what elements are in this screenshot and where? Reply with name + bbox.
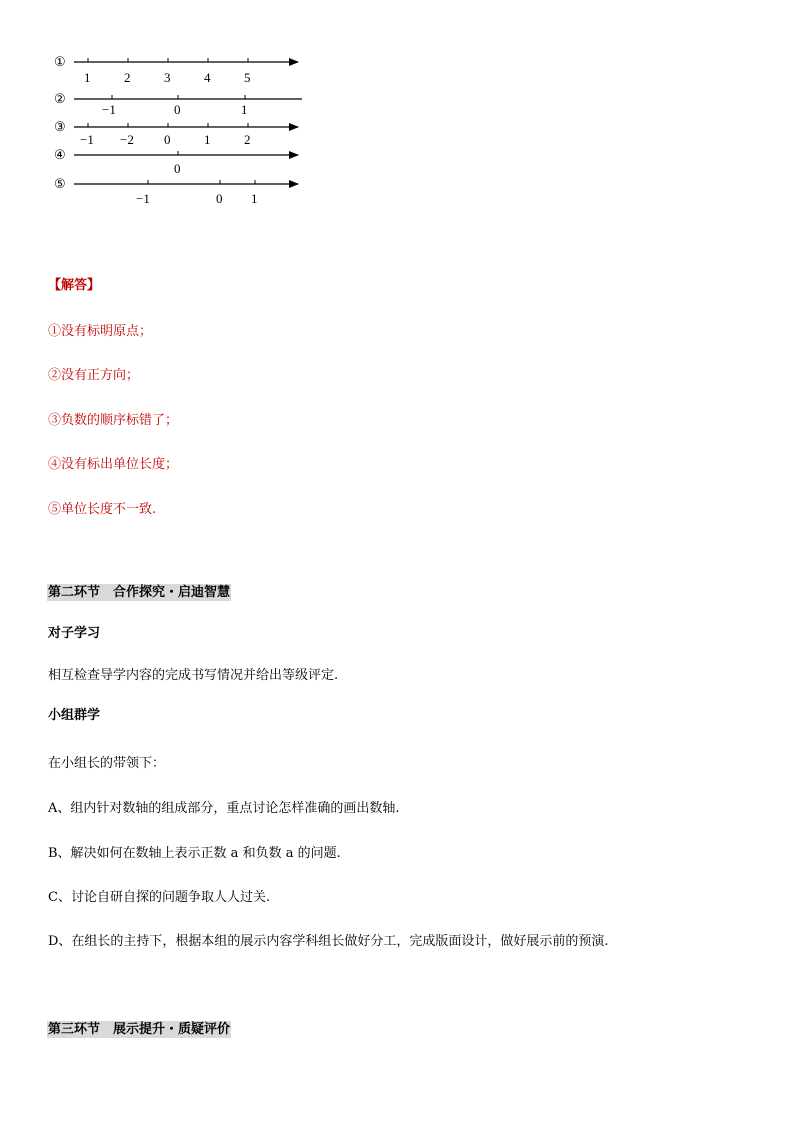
answer-item: ③负数的顺序标错了； <box>48 413 179 428</box>
group-study-item: C、讨论自研自探的问题争取人人过关. <box>48 890 271 905</box>
number-line-figure <box>50 48 310 218</box>
section2-title-text: 第二环节 合作探究・启迪智慧 <box>48 585 231 600</box>
group-study-item: A、组内针对数轴的组成部分，重点讨论怎样准确的画出数轴. <box>48 801 400 816</box>
line1-label: 1 <box>84 70 91 85</box>
group-study-title: 小组群学 <box>48 708 101 723</box>
section3-title <box>47 1022 231 1038</box>
group-study-item: B、解决如何在数轴上表示正数 a 和负数 a 的问题. <box>48 846 341 861</box>
number-lines-svg <box>50 48 310 218</box>
line2-marker: ② <box>54 91 66 106</box>
line1-label: 5 <box>244 70 251 85</box>
answer-item: ④没有标出单位长度； <box>48 457 179 472</box>
line1-label: 3 <box>164 70 171 85</box>
line5-label: 0 <box>216 191 223 206</box>
line5-label: 1 <box>251 191 258 206</box>
answer-item: ②没有正方向； <box>48 368 140 383</box>
group-study-item: D、在组长的主持下，根据本组的展示内容学科组长做好分工，完成版面设计，做好展示前的预演. <box>48 934 609 949</box>
group-study-intro: 在小组长的带领下： <box>48 756 166 771</box>
pair-study-text: 相互检查导学内容的完成书写情况并给出等级评定. <box>48 668 339 683</box>
line1-label: 2 <box>124 70 131 85</box>
line2-label: −1 <box>102 102 116 117</box>
line1-label: 4 <box>204 70 211 85</box>
line3-label: 1 <box>204 132 211 147</box>
line3-label: 2 <box>244 132 251 147</box>
line2-label: 0 <box>174 102 181 117</box>
line3-label: 0 <box>164 132 171 147</box>
pair-study-title: 对子学习 <box>48 626 101 641</box>
line3-marker: ③ <box>54 119 66 134</box>
line5-label: −1 <box>136 191 150 206</box>
line2-label: 1 <box>241 102 248 117</box>
section2-title <box>47 585 231 601</box>
line3-label: −2 <box>120 132 134 147</box>
line3-label: −1 <box>80 132 94 147</box>
answer-heading: 【解答】 <box>48 278 101 293</box>
line5-marker: ⑤ <box>54 176 66 191</box>
line1-marker: ① <box>54 54 66 69</box>
answer-item: ①没有标明原点； <box>48 324 153 339</box>
section3-title-text: 第三环节 展示提升・质疑评价 <box>48 1022 231 1037</box>
line4-marker: ④ <box>54 147 66 162</box>
line4-label: 0 <box>174 161 181 176</box>
answer-item: ⑤单位长度不一致. <box>48 502 157 517</box>
